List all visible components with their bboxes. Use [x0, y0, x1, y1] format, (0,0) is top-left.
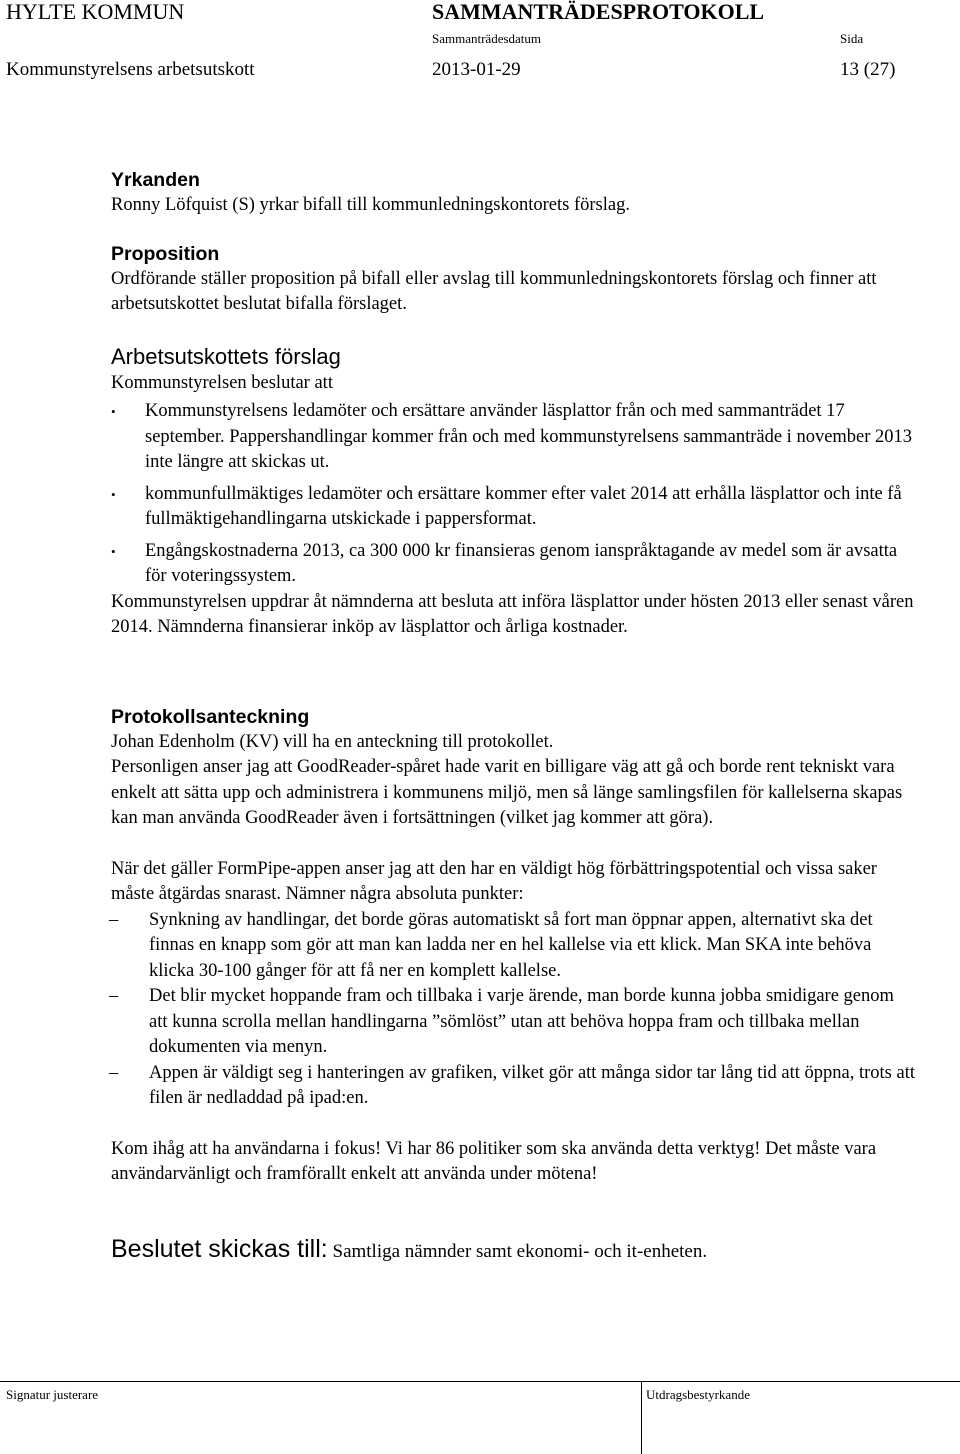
page-number: 13 (27)	[840, 59, 896, 80]
dash-icon: –	[109, 1062, 119, 1083]
org-name: HYLTE KOMMUN	[6, 0, 185, 24]
anteckning-line: Johan Edenholm (KV) vill ha en anteckning till protokollet.	[111, 731, 554, 752]
proposition-section	[111, 242, 916, 318]
footer-column-divider	[641, 1381, 642, 1454]
document-type: SAMMANTRÄDESPROTOKOLL	[432, 0, 765, 24]
anteckning-para-2: När det gäller FormPipe-appen anser jag att den har en väldigt hög förbättringspotential och vissa saker måste åtgärdas snarast. Nämner några absoluta punkter:	[111, 858, 877, 904]
dash-text: Det blir mycket hoppande fram och tillbaka i varje ärende, man borde kunna jobba smidigare genom att kunna scrolla mellan handlingarna ”sömlöst” utan att behöva hoppa fram och tillbaka mellan dokumenten via menyn.	[149, 986, 894, 1057]
protokollsanteckning-heading: Protokollsanteckning	[111, 705, 310, 728]
dash-text: Appen är väldigt seg i hanteringen av grafiken, vilket gör att många sidor tar lång tid att öppna, trots att filen är nedladdad på ipad:en.	[149, 1062, 915, 1108]
list-item	[109, 908, 916, 985]
signatur-justerare-label: Signatur justerare	[6, 1387, 99, 1402]
bullet-icon: •	[111, 543, 116, 559]
yrkanden-section	[111, 168, 916, 219]
list-item	[111, 539, 916, 590]
page-label: Sida	[840, 31, 864, 46]
bullet-icon: •	[111, 404, 116, 419]
footer-divider	[0, 1381, 960, 1382]
dash-icon: –	[109, 986, 119, 1006]
dash-text: Synkning av handlingar, det borde göras automatiskt så fort man öppnar appen, alternativt ska det finnas en knapp som gör att man kan ladda ner en hel kallelse via ett klick. Man SKA inte behöva klicka 30-100 gånger för att få ner en komplett kallelse.	[149, 909, 873, 981]
anteckning-dash-list	[111, 908, 916, 1112]
document-body	[111, 168, 916, 1267]
list-item	[111, 399, 916, 476]
yrkanden-text: Ronny Löfquist (S) yrkar bifall till kommunledningskontorets förslag.	[111, 195, 630, 215]
committee-name: Kommunstyrelsens arbetsutskott	[6, 59, 255, 80]
anteckning-para-1: Personligen anser jag att GoodReader-spåret hade varit en billigare väg att gå och borde rent tekniskt vara enkelt att sätta upp och administrera i kommunens miljö, men så länge samlingsfilen för kallelserna skapas kan man använda GoodReader även i fortsättningen (vilket jag kommer att göra).	[111, 757, 903, 828]
bullet-text: Engångskostnaderna 2013, ca 300 000 kr finansieras genom ianspråktagande av medel som är avsatta för voteringssystem.	[145, 540, 898, 586]
anteckning-para-3: Kom ihåg att ha användarna i fokus! Vi har 86 politiker som ska använda detta verktyg! Det måste vara användarvänligt och framförallt enkelt att använda under mötena!	[111, 1138, 877, 1184]
utdragsbestyrkande-label: Utdragsbestyrkande	[646, 1387, 750, 1402]
beslutet-recipients: Samtliga nämnder samt ekonomi- och it-enheten.	[327, 1240, 708, 1262]
protokollsanteckning-section	[111, 705, 916, 1188]
beslutet-skickas	[111, 1234, 916, 1267]
forslag-heading: Arbetsutskottets förslag	[111, 343, 341, 369]
list-item	[111, 482, 916, 533]
meeting-date: 2013-01-29	[432, 59, 521, 80]
forslag-bullets	[111, 399, 916, 590]
forslag-closing: Kommunstyrelsen uppdrar åt nämnderna att besluta att införa läsplattor under hösten 2013 eller senast våren 2014. Nämnderna finansierar inköp av läsplattor och årliga kostnader.	[111, 591, 914, 637]
list-item	[109, 984, 916, 1061]
forslag-section	[111, 343, 916, 641]
list-item	[109, 1061, 916, 1112]
bullet-icon: •	[111, 486, 116, 502]
forslag-intro: Kommunstyrelsen beslutar att	[111, 372, 333, 393]
beslutet-lead: Beslutet skickas till:	[111, 1234, 328, 1263]
proposition-text: Ordförande ställer proposition på bifall eller avslag till kommunledningskontorets förslag och finner att arbetsutskottet beslutat bifalla förslaget.	[111, 268, 877, 314]
bullet-text: Kommunstyrelsens ledamöter och ersättare använder läsplattor från och med sammanträdet 17 september. Pappershandlingar kommer från och med kommunstyrelsens sammanträde i november 2013 inte längre att skickas ut.	[145, 401, 913, 472]
bullet-text: kommunfullmäktiges ledamöter och ersättare kommer efter valet 2014 att erhålla läsplattor och inte få fullmäktigehandlingarna utskickade i pappersformat.	[145, 483, 902, 529]
dash-icon: –	[109, 909, 119, 930]
proposition-heading: Proposition	[111, 242, 220, 265]
date-label: Sammanträdesdatum	[432, 31, 542, 46]
yrkanden-heading: Yrkanden	[111, 169, 200, 191]
